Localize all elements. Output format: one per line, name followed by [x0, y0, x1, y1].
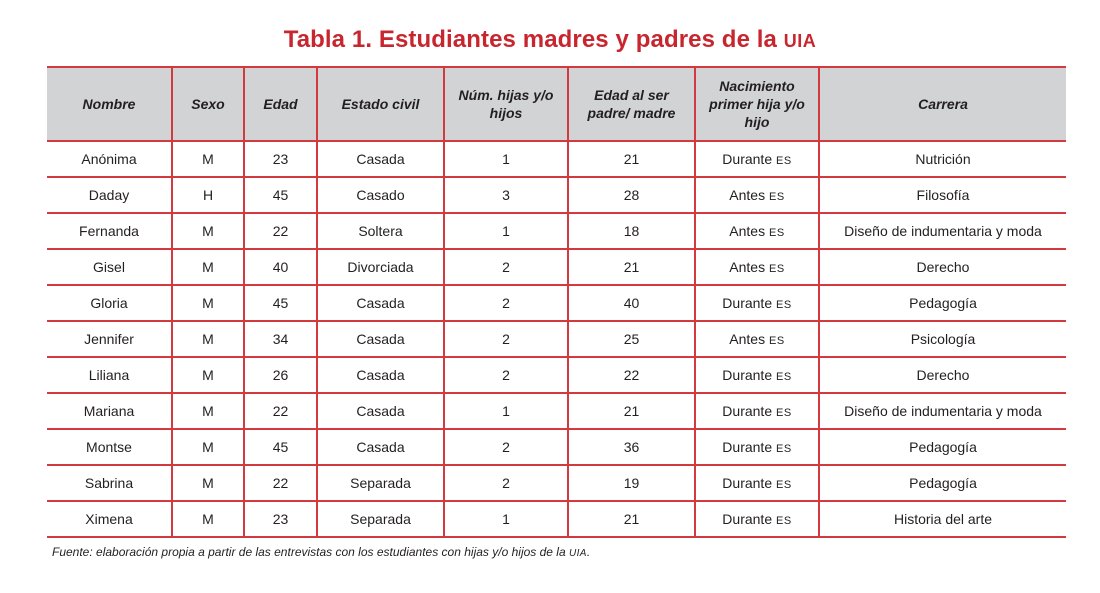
nacimiento-value: Durante	[722, 367, 773, 383]
cell-nacimiento	[695, 285, 819, 321]
source-note-text: Fuente: elaboración propia a partir de las entrevistas con los estudiantes con hijas y/o hijos de la	[52, 545, 569, 559]
header-nacimiento-primer-hijo: Nacimiento primer hija y/o hijo	[695, 67, 819, 141]
nacimiento-suffix: ES	[776, 443, 792, 455]
cell-num-hijos: 2	[444, 429, 568, 465]
cell-nombre: Gisel	[47, 249, 172, 285]
nacimiento-value: Antes	[729, 223, 766, 239]
source-note	[52, 545, 590, 559]
cell-carrera: Derecho	[819, 357, 1066, 393]
cell-sexo: M	[172, 321, 244, 357]
cell-num-hijos: 1	[444, 141, 568, 177]
cell-estado-civil: Casada	[317, 429, 444, 465]
cell-edad: 34	[244, 321, 317, 357]
cell-sexo: M	[172, 429, 244, 465]
cell-estado-civil: Casada	[317, 321, 444, 357]
cell-carrera: Diseño de indumentaria y moda	[819, 393, 1066, 429]
cell-num-hijos: 1	[444, 393, 568, 429]
cell-sexo: M	[172, 285, 244, 321]
nacimiento-suffix: ES	[769, 227, 785, 239]
cell-nacimiento	[695, 321, 819, 357]
cell-carrera: Pedagogía	[819, 465, 1066, 501]
header-edad: Edad	[244, 67, 317, 141]
cell-edad: 23	[244, 141, 317, 177]
cell-edad: 23	[244, 501, 317, 537]
source-note-end: .	[586, 545, 591, 559]
cell-estado-civil: Casado	[317, 177, 444, 213]
cell-nombre: Sabrina	[47, 465, 172, 501]
table-row	[47, 393, 1066, 429]
nacimiento-suffix: ES	[776, 479, 792, 491]
table-title-text: Tabla 1. Estudiantes madres y padres de la	[283, 26, 784, 53]
cell-sexo: H	[172, 177, 244, 213]
cell-estado-civil: Separada	[317, 465, 444, 501]
cell-estado-civil: Divorciada	[317, 249, 444, 285]
header-num-hijos: Núm. hijas y/o hijos	[444, 67, 568, 141]
cell-nombre: Gloria	[47, 285, 172, 321]
table-row	[47, 249, 1066, 285]
cell-edad: 22	[244, 213, 317, 249]
cell-nombre: Mariana	[47, 393, 172, 429]
cell-carrera: Filosofía	[819, 177, 1066, 213]
nacimiento-suffix: ES	[776, 155, 792, 167]
nacimiento-suffix: ES	[776, 407, 792, 419]
cell-edad-al-ser-padre: 22	[568, 357, 695, 393]
nacimiento-suffix: ES	[776, 299, 792, 311]
cell-nacimiento	[695, 177, 819, 213]
cell-sexo: M	[172, 501, 244, 537]
table-header-row	[47, 67, 1066, 141]
table-row	[47, 285, 1066, 321]
cell-estado-civil: Casada	[317, 357, 444, 393]
cell-nombre: Liliana	[47, 357, 172, 393]
cell-nacimiento	[695, 141, 819, 177]
header-nombre: Nombre	[47, 67, 172, 141]
cell-edad-al-ser-padre: 25	[568, 321, 695, 357]
nacimiento-value: Durante	[722, 151, 773, 167]
cell-carrera: Pedagogía	[819, 285, 1066, 321]
cell-nacimiento	[695, 465, 819, 501]
cell-edad-al-ser-padre: 36	[568, 429, 695, 465]
cell-nacimiento	[695, 429, 819, 465]
nacimiento-suffix: ES	[769, 335, 785, 347]
cell-nacimiento	[695, 213, 819, 249]
cell-nombre: Jennifer	[47, 321, 172, 357]
students-table	[47, 66, 1066, 538]
cell-sexo: M	[172, 249, 244, 285]
cell-edad: 45	[244, 177, 317, 213]
cell-edad: 45	[244, 429, 317, 465]
cell-estado-civil: Casada	[317, 285, 444, 321]
cell-nacimiento	[695, 249, 819, 285]
cell-nombre: Fernanda	[47, 213, 172, 249]
header-carrera: Carrera	[819, 67, 1066, 141]
table-title-abbr: UIA	[783, 31, 817, 51]
cell-nombre: Montse	[47, 429, 172, 465]
cell-edad-al-ser-padre: 21	[568, 249, 695, 285]
source-note-abbr: UIA	[568, 548, 587, 559]
cell-sexo: M	[172, 393, 244, 429]
table-row	[47, 429, 1066, 465]
cell-nacimiento	[695, 501, 819, 537]
cell-sexo: M	[172, 465, 244, 501]
cell-carrera: Historia del arte	[819, 501, 1066, 537]
cell-carrera: Nutrición	[819, 141, 1066, 177]
table-body	[47, 141, 1066, 537]
table-row	[47, 141, 1066, 177]
cell-edad-al-ser-padre: 18	[568, 213, 695, 249]
cell-edad: 45	[244, 285, 317, 321]
cell-estado-civil: Casada	[317, 393, 444, 429]
cell-nacimiento	[695, 357, 819, 393]
nacimiento-value: Antes	[729, 259, 766, 275]
cell-num-hijos: 3	[444, 177, 568, 213]
cell-sexo: M	[172, 357, 244, 393]
table-title	[0, 26, 1100, 54]
nacimiento-value: Durante	[722, 475, 773, 491]
cell-edad-al-ser-padre: 28	[568, 177, 695, 213]
nacimiento-value: Antes	[729, 187, 766, 203]
cell-estado-civil: Casada	[317, 141, 444, 177]
cell-sexo: M	[172, 213, 244, 249]
nacimiento-value: Durante	[722, 295, 773, 311]
cell-carrera: Derecho	[819, 249, 1066, 285]
cell-num-hijos: 1	[444, 213, 568, 249]
table-row	[47, 177, 1066, 213]
nacimiento-suffix: ES	[776, 515, 792, 527]
cell-sexo: M	[172, 141, 244, 177]
cell-edad-al-ser-padre: 21	[568, 393, 695, 429]
table-row	[47, 357, 1066, 393]
nacimiento-suffix: ES	[769, 263, 785, 275]
cell-estado-civil: Soltera	[317, 213, 444, 249]
cell-nombre: Ximena	[47, 501, 172, 537]
table-row	[47, 213, 1066, 249]
nacimiento-value: Durante	[722, 403, 773, 419]
cell-edad-al-ser-padre: 21	[568, 501, 695, 537]
cell-num-hijos: 2	[444, 249, 568, 285]
cell-num-hijos: 2	[444, 285, 568, 321]
nacimiento-value: Antes	[729, 331, 766, 347]
nacimiento-suffix: ES	[776, 371, 792, 383]
nacimiento-value: Durante	[722, 511, 773, 527]
cell-edad-al-ser-padre: 40	[568, 285, 695, 321]
cell-num-hijos: 2	[444, 321, 568, 357]
cell-estado-civil: Separada	[317, 501, 444, 537]
cell-nacimiento	[695, 393, 819, 429]
cell-edad: 22	[244, 465, 317, 501]
header-estado-civil: Estado civil	[317, 67, 444, 141]
cell-num-hijos: 2	[444, 357, 568, 393]
table-row	[47, 501, 1066, 537]
table-row	[47, 465, 1066, 501]
cell-num-hijos: 2	[444, 465, 568, 501]
cell-edad: 26	[244, 357, 317, 393]
cell-edad: 22	[244, 393, 317, 429]
header-sexo: Sexo	[172, 67, 244, 141]
cell-carrera: Pedagogía	[819, 429, 1066, 465]
cell-nombre: Anónima	[47, 141, 172, 177]
nacimiento-suffix: ES	[769, 191, 785, 203]
cell-carrera: Diseño de indumentaria y moda	[819, 213, 1066, 249]
cell-carrera: Psicología	[819, 321, 1066, 357]
table-row	[47, 321, 1066, 357]
cell-edad: 40	[244, 249, 317, 285]
nacimiento-value: Durante	[722, 439, 773, 455]
cell-edad-al-ser-padre: 19	[568, 465, 695, 501]
header-edad-al-ser-padre: Edad al ser padre/ madre	[568, 67, 695, 141]
cell-num-hijos: 1	[444, 501, 568, 537]
cell-nombre: Daday	[47, 177, 172, 213]
cell-edad-al-ser-padre: 21	[568, 141, 695, 177]
